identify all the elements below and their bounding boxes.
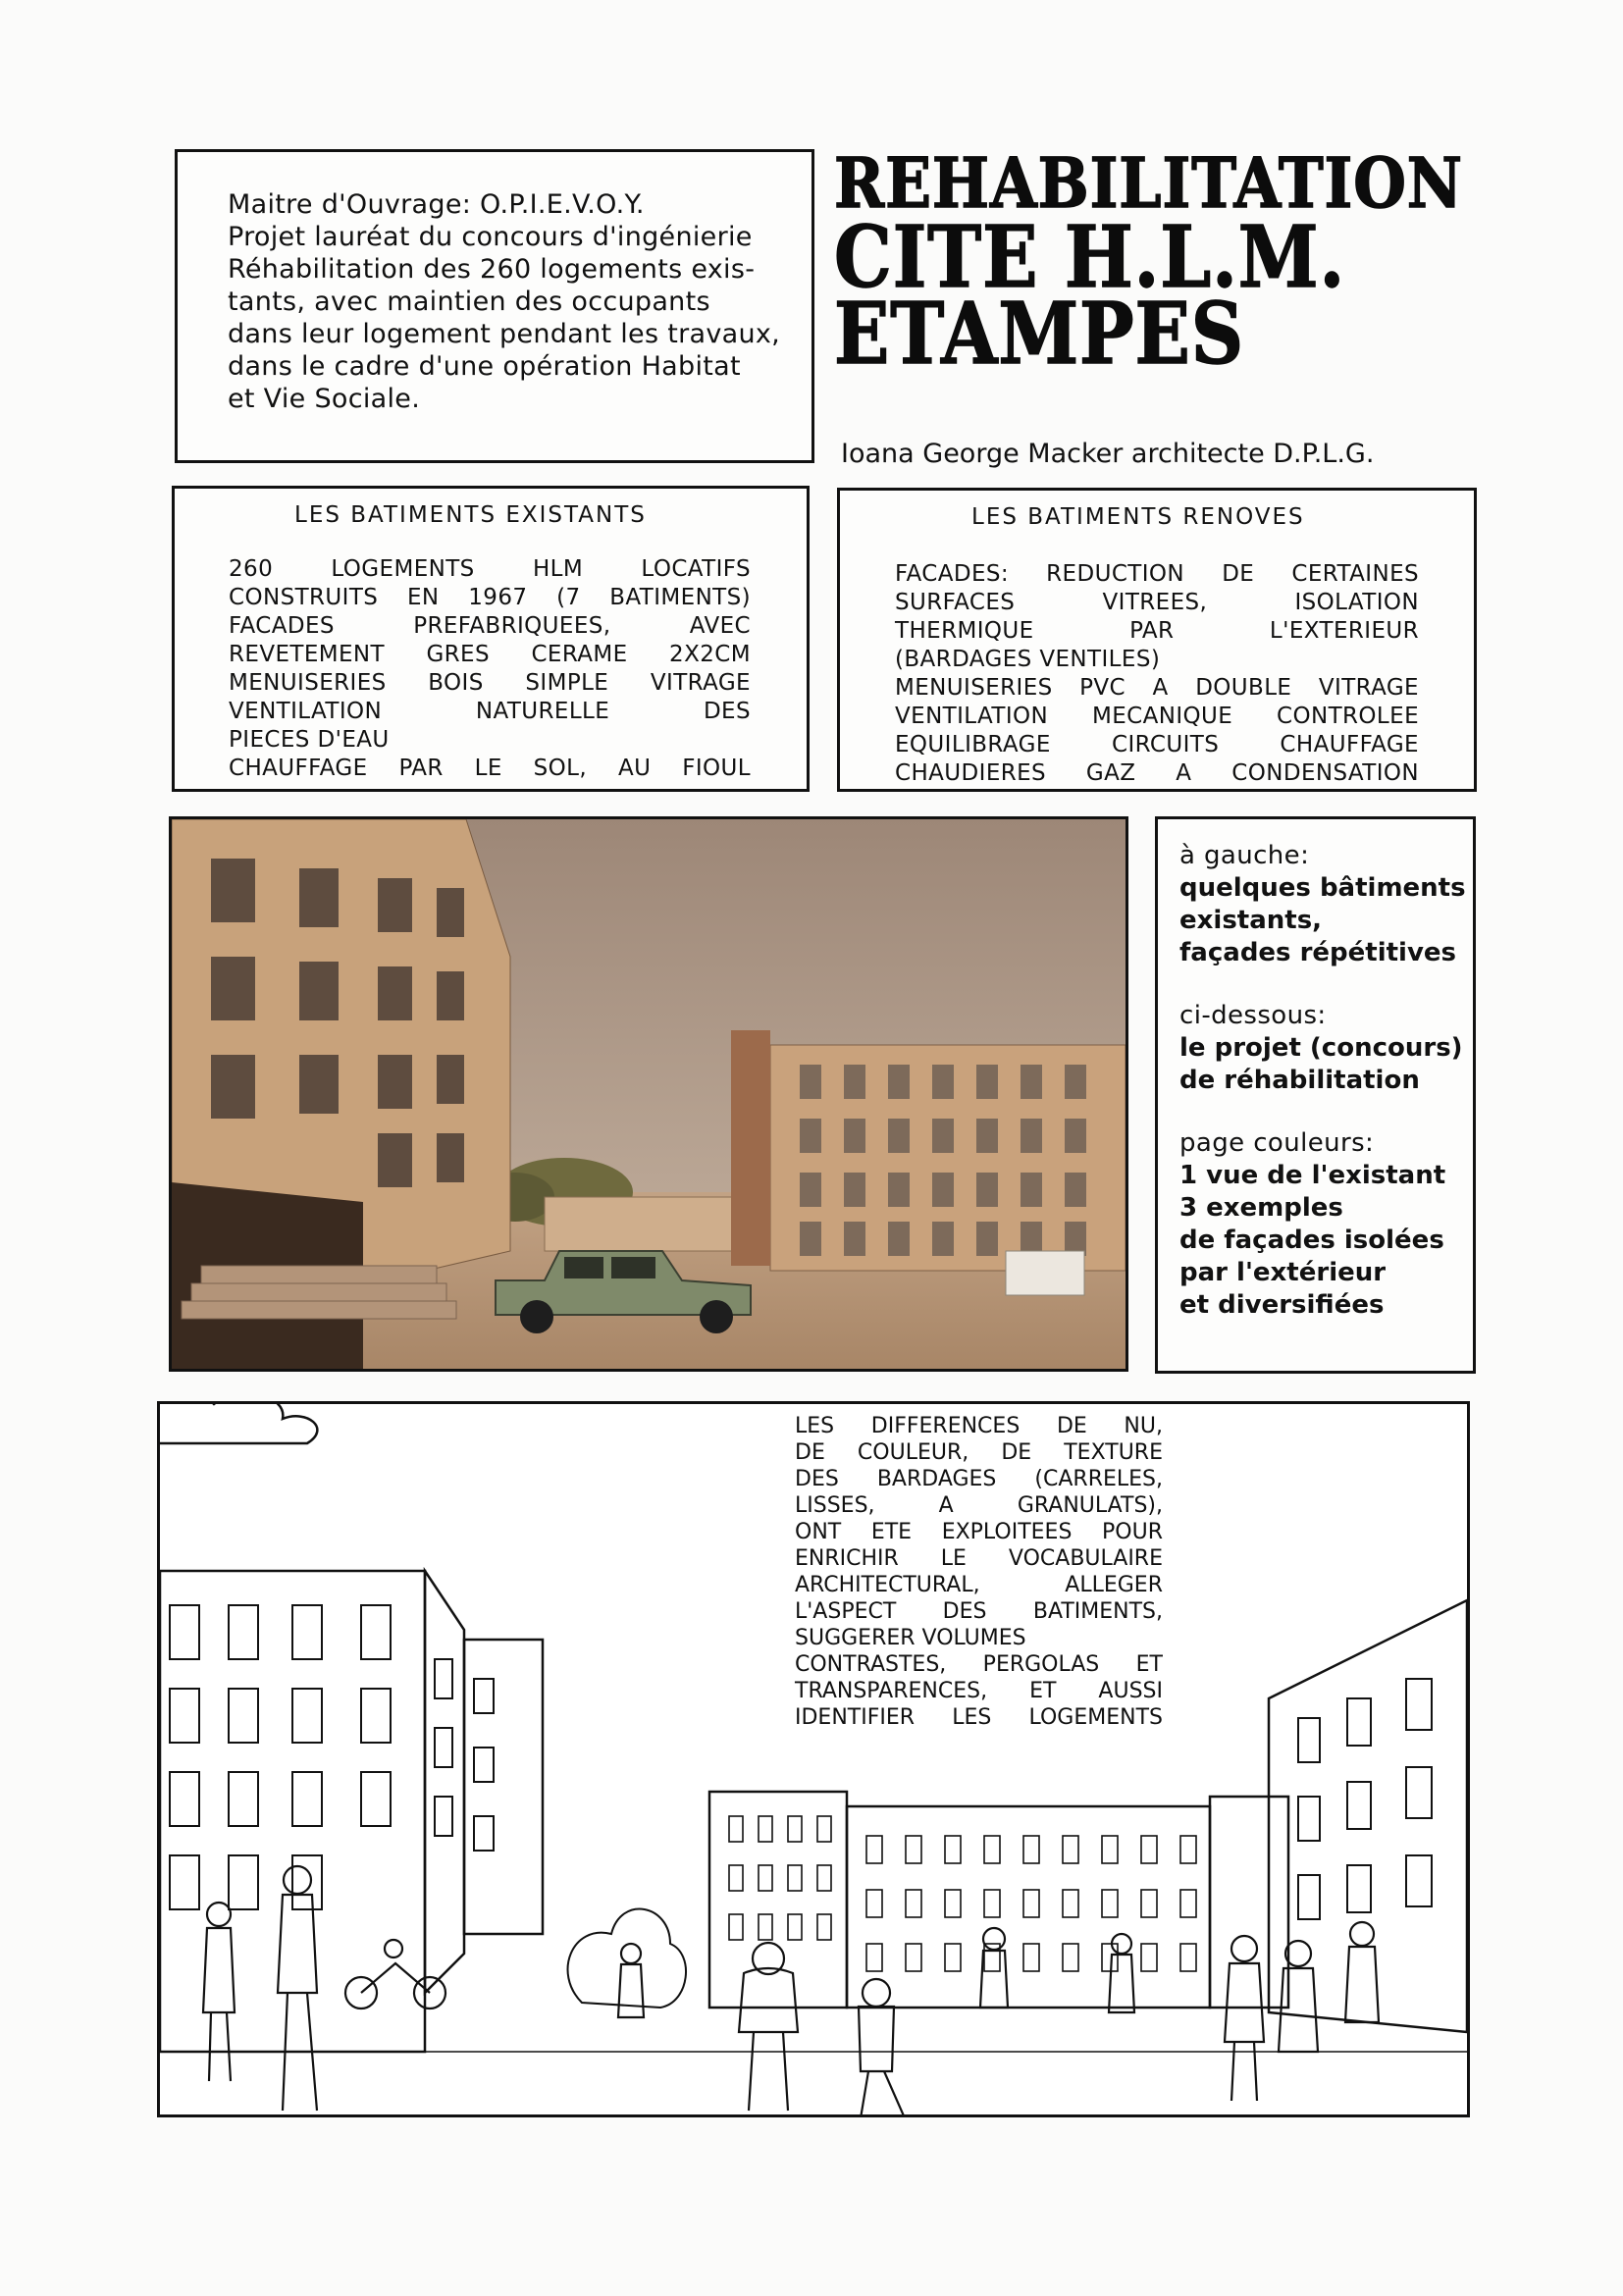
notes-text — [1179, 840, 1474, 1322]
page-title — [834, 142, 1482, 384]
note-value: 3 exemples — [1179, 1193, 1343, 1223]
intro-line: Projet lauréat du concours d'ingénierie — [228, 222, 753, 252]
caption-line: LES DIFFERENCES DE NU, — [795, 1414, 1163, 1438]
drawing-caption — [795, 1413, 1163, 1731]
author-credit: Ioana George Macker architecte D.P.L.G. — [841, 439, 1375, 469]
caption-line: TRANSPARENCES, ET AUSSI — [795, 1679, 1163, 1703]
renovated-line: (BARDAGES VENTILES) — [895, 647, 1161, 672]
existing-line: FACADES PREFABRIQUEES, AVEC — [229, 613, 751, 639]
renovated-line: MENUISERIES PVC A DOUBLE VITRAGE — [895, 675, 1419, 701]
note-value: de réhabilitation — [1179, 1066, 1420, 1095]
existing-line: REVETEMENT GRES CERAME 2X2CM — [229, 642, 751, 667]
note-value: et diversifiées — [1179, 1290, 1385, 1320]
note-value: façades répétitives — [1179, 938, 1457, 967]
renovated-line: VENTILATION MECANIQUE CONTROLEE — [895, 704, 1419, 729]
caption-line: SUGGERER VOLUMES — [795, 1626, 1026, 1650]
caption-line: DE COULEUR, DE TEXTURE — [795, 1440, 1163, 1465]
renovated-line: CHAUDIERES GAZ A CONDENSATION — [895, 760, 1419, 786]
intro-line: dans le cadre d'une opération Habitat — [228, 351, 741, 382]
note-key: page couleurs: — [1179, 1128, 1375, 1158]
renovated-line: THERMIQUE PAR L'EXTERIEUR — [895, 618, 1419, 644]
intro-line: tants, avec maintien des occupants — [228, 287, 710, 317]
caption-line: DES BARDAGES (CARRELES, — [795, 1467, 1163, 1491]
renovated-line: EQUILIBRAGE CIRCUITS CHAUFFAGE — [895, 732, 1419, 757]
note-value: de façades isolées — [1179, 1226, 1444, 1255]
existing-line: VENTILATION NATURELLE DES — [229, 699, 751, 724]
existing-heading: LES BATIMENTS EXISTANTS — [294, 502, 647, 528]
renovated-line: SURFACES VITREES, ISOLATION — [895, 590, 1419, 615]
caption-line: ARCHITECTURAL, ALLEGER — [795, 1573, 1163, 1597]
note-value: existants, — [1179, 906, 1323, 935]
existing-text — [229, 555, 751, 783]
title-line-1: REHABILITATION — [834, 142, 1463, 224]
renovated-line: FACADES: REDUCTION DE CERTAINES — [895, 561, 1419, 587]
caption-line: ONT ETE EXPLOITEES POUR — [795, 1520, 1163, 1544]
existing-buildings-photo — [169, 816, 1128, 1372]
existing-line: MENUISERIES BOIS SIMPLE VITRAGE — [229, 670, 751, 696]
note-value: quelques bâtiments — [1179, 873, 1466, 903]
existing-line: CHAUFFAGE PAR LE SOL, AU FIOUL — [229, 756, 751, 781]
renovated-heading: LES BATIMENTS RENOVES — [971, 504, 1305, 530]
caption-line: ENRICHIR LE VOCABULAIRE — [795, 1546, 1163, 1571]
caption-line: LISSES, A GRANULATS), — [795, 1493, 1163, 1518]
title-line-3: ETAMPES — [834, 285, 1245, 384]
existing-line: CONSTRUITS EN 1967 (7 BATIMENTS) — [229, 585, 751, 610]
existing-line: PIECES D'EAU — [229, 727, 390, 753]
note-key: ci-dessous: — [1179, 1001, 1327, 1030]
intro-line: Maitre d'Ouvrage: O.P.I.E.V.O.Y. — [228, 189, 645, 220]
existing-line: 260 LOGEMENTS HLM LOCATIFS — [229, 556, 751, 582]
renovated-text — [895, 560, 1419, 788]
intro-line: Réhabilitation des 260 logements exis- — [228, 254, 756, 285]
note-value: le projet (concours) — [1179, 1033, 1463, 1063]
note-value: 1 vue de l'existant — [1179, 1161, 1446, 1190]
photo-illustration — [172, 819, 1126, 1369]
caption-line: IDENTIFIER LES LOGEMENTS — [795, 1705, 1163, 1730]
intro-line: et Vie Sociale. — [228, 384, 421, 414]
caption-line: L'ASPECT DES BATIMENTS, — [795, 1599, 1163, 1624]
note-key: à gauche: — [1179, 841, 1310, 870]
note-value: par l'extérieur — [1179, 1258, 1387, 1287]
intro-text — [228, 188, 816, 415]
caption-line: CONTRASTES, PERGOLAS ET — [795, 1652, 1163, 1677]
title-line-2: CITE H.L.M. — [834, 208, 1346, 307]
intro-line: dans leur logement pendant les travaux, — [228, 319, 781, 349]
